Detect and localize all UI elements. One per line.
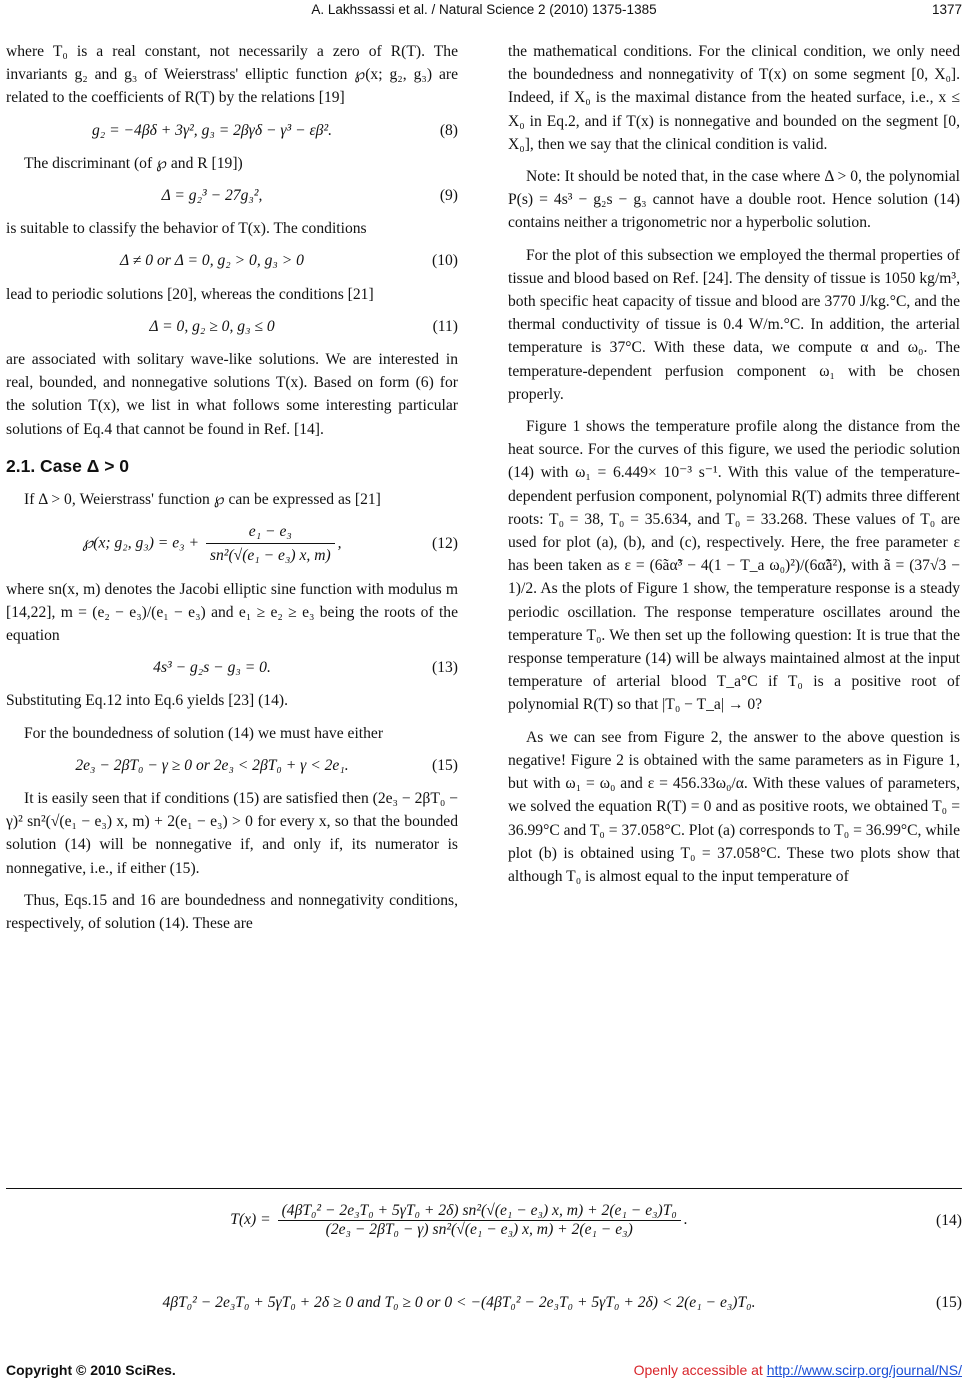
equation-11 xyxy=(6,315,458,338)
equation-14-lhs: T(x) = xyxy=(230,1211,271,1229)
equation-9 xyxy=(6,184,458,207)
open-access-notice xyxy=(634,1362,962,1378)
equation-13-number: (13) xyxy=(432,659,458,677)
equation-12-lhs: ℘(x; g₂, g₃) = e₃ + xyxy=(82,534,199,552)
left-paragraph-5: are associated with solitary wave-like solutions. We are interested in real, bounded, and nonnegative solutions T(x). Based on form (6) for the solution T(x), we list in what follows some interesting particular solutions of Eq.4 that cannot be found in Ref. [14]. xyxy=(6,351,458,438)
right-column xyxy=(508,40,960,897)
equation-9-body: Δ = g₂³ − 27g₃², xyxy=(161,187,263,205)
equation-15-body: 4βT₀² − 2e₃T₀ + 5γT₀ + 2δ ≥ 0 and T₀ ≥ 0 or 0 < −(4βT₀² − 2e₃T₀ + 5γT₀ + 2δ) < 2(e₁ − e₃)T₀. xyxy=(162,1294,756,1311)
right-paragraph-5: As we can see from Figure 2, the answer to the above question is negative! Figure 2 is obtained with the same parameters as in Figure 1, but with ω₁ = ω₀ and ε = 456.33ω₀/α. With these values of parameters, we solved the equation R(T) = 0 and as positive roots, we obtained T₀ = 36.99°C and T₀ = 37.058°C. Plot (a) corresponds to T₀ = 36.99°C, while plot (b) is obtained using T₀ = 37.058°C. These two plots show that although T₀ is almost equal to the input temperature of xyxy=(508,728,960,885)
equation-12-fraction xyxy=(206,520,335,567)
equation-14-number: (14) xyxy=(936,1211,962,1229)
equation-13 xyxy=(6,656,458,679)
equation-13-body: 4s³ − g₂s − g₃ = 0. xyxy=(153,659,271,677)
equation-15-number: (15) xyxy=(936,1294,962,1311)
equation-10-number: (10) xyxy=(432,252,458,270)
left-paragraph-10: It is easily seen that if conditions (15) are satisfied then (2e₃ − 2βT₀ − γ)² sn²(√(e₁ − e₃) x, m) + 2(e₁ − e₃) > 0 for every x, so that the bounded solution (14) will be nonnegative if, and only if, its numerator is nonnegative, i.e., if either (15). xyxy=(6,790,458,877)
right-paragraph-1: the mathematical conditions. For the clinical condition, we only need the boundedness and nonnegativity of T(x) on some segment [0, X₀]. Indeed, if X₀ is the maximal distance from the heated surface, i.e., x ≤ X₀ in Eq.2, and if T(x) is nonnegative and bounded on the segment [0, X₀], then we say that the clinical condition is valid. xyxy=(508,43,960,153)
left-paragraph-1: where T₀ is a real constant, not necessarily a zero of R(T). The invariants g₂ and g₃ of Weierstrass' elliptic function ℘(x; g₂, g₃) are related to the coefficients of R(T) by the relations [19] xyxy=(6,43,458,107)
equation-14-numerator: (4βT₀² − 2e₃T₀ + 5γT₀ + 2δ) sn²(√(e₁ − e₃) x, m) + 2(e₁ − e₃)T₀ xyxy=(278,1202,681,1221)
equation-11-number: (11) xyxy=(432,317,458,335)
equation-14-denominator: (2e₃ − 2βT₀ − γ) sn²(√(e₁ − e₃) x, m) + 2(e₁ − e₃) xyxy=(325,1221,633,1238)
left-paragraph-7: where sn(x, m) denotes the Jacobi elliptic sine function with modulus m [14,22], m = (e₂ − e₃)/(e₁ − e₃) and e₁ ≥ e₂ ≥ e₃ being the roots of the equation xyxy=(6,580,458,645)
equation-12-numerator: e₁ − e₃ xyxy=(206,520,335,544)
equation-15-inline-number: (15) xyxy=(432,756,458,774)
equation-12-body: ℘(x; g₂, g₃) = e₃ + $\frac{\text{e₁ − e₃}}{\text{sn²(√(e₁ − e₃) x, m)}}$ , xyxy=(6,520,418,567)
equation-12 xyxy=(6,520,458,567)
equation-14 xyxy=(6,1202,962,1239)
equation-11-body: Δ = 0, g₂ ≥ 0, g₃ ≤ 0 xyxy=(149,317,275,335)
equation-9-number: (9) xyxy=(439,187,458,205)
open-access-label: Openly accessible at xyxy=(633,1362,767,1378)
left-paragraph-2: The discriminant (of ℘ and R [19]) xyxy=(24,154,243,172)
bottom-rule xyxy=(6,1188,962,1189)
journal-link[interactable]: http://www.scirp.org/journal/NS/ xyxy=(766,1362,962,1378)
left-paragraph-3: is suitable to classify the behavior of T(x). The conditions xyxy=(6,220,367,238)
left-paragraph-6: If Δ > 0, Weierstrass' function ℘ can be expressed as [21] xyxy=(24,491,381,509)
equation-8-number: (8) xyxy=(439,121,458,139)
equation-15-inline xyxy=(6,754,458,777)
equation-10 xyxy=(6,249,458,272)
right-paragraph-4: Figure 1 shows the temperature profile along the distance from the heat source. For the curves of this figure, we used the periodic solution (14) with ω₁ = 6.449× 10⁻³ s⁻¹. With this value of the temperature-dependent perfusion component, polynomial R(T) admits three different roots: T₀ = 38, T₀ = 35.634, and T₀ = 33.268. These values of T₀ are used for plot (a), (b), and (c), respectively. Here, the free parameter ε has been taken as ε = (6ãα̃³ − 4(1 − T_a ω₀)²)/(6α̃ã²), with ã = (37√3 − 1)/2. As the plots of Figure 1 show, the temperature response is a steady periodic oscillation. The response temperature oscillates around the temperature T₀. We then set up the following question: It is true that the response temperature (14) will be always maintained almost at the input temperature of arterial blood T_a°C if T₀ is a positive root of polynomial R(T) so that |T₀ − T_a| → 0? xyxy=(508,418,960,714)
page-number: 1377 xyxy=(931,2,962,17)
left-paragraph-4: lead to periodic solutions [20], whereas the conditions [21] xyxy=(6,285,374,303)
copyright-notice: Copyright © 2010 SciRes. xyxy=(6,1362,176,1378)
equation-15-inline-body: 2e₃ − 2βT₀ − γ ≥ 0 or 2e₃ < 2βT₀ + γ < 2e₁. xyxy=(75,756,349,774)
equation-14-body: T(x) = (4βT₀² − 2e₃T₀ + 5γT₀ + 2δ) sn²(√(e₁ − e₃) x, m) + 2(e₁ − e₃)T₀ (2e₃ − 2βT₀ − γ) sn²(√(e₁ − e₃) x, m) + 2(e₁ − e₃) . xyxy=(230,1202,688,1238)
equation-12-number: (12) xyxy=(432,535,458,553)
section-heading: 2.1. Case Δ > 0 xyxy=(6,455,130,476)
left-column xyxy=(6,40,458,944)
running-header xyxy=(0,2,968,17)
equation-8 xyxy=(6,119,458,142)
left-paragraph-9: For the boundedness of solution (14) we must have either xyxy=(24,724,384,742)
right-paragraph-2-note: Note: It should be noted that, in the case where Δ > 0, the polynomial P(s) = 4s³ − g₂s − g₃ cannot have a double root. Hence solution (14) contains neither a trigonometric nor a hyperbolic solution. xyxy=(508,168,960,232)
equation-14-fraction xyxy=(278,1202,681,1239)
equation-12-denominator: sn²(√(e₁ − e₃) x, m) xyxy=(209,547,331,565)
left-paragraph-11: Thus, Eqs.15 and 16 are boundedness and nonnegativity conditions, respectively, of solution (14). These are xyxy=(6,891,458,933)
equation-10-body: Δ ≠ 0 or Δ = 0, g₂ > 0, g₃ > 0 xyxy=(120,252,304,270)
left-paragraph-8: Substituting Eq.12 into Eq.6 yields [23] (14). xyxy=(6,692,288,710)
right-paragraph-3: For the plot of this subsection we employed the thermal properties of tissue and blood based on Ref. [24]. The density of tissue is 1050 kg/m³, both specific heat capacity of tissue and blood are 3770 J/kg.°C, and the thermal conductivity of tissue is 0.4 W/m.°C. In addition, the arterial temperature is 37°C. With these data, we compute α and ω₀. The temperature-dependent perfusion component ω₁ with be chosen properly. xyxy=(508,246,960,403)
running-head: A. Lakhssassi et al. / Natural Science 2 (2010) 1375-1385 xyxy=(311,2,657,17)
equation-15 xyxy=(6,1294,962,1312)
equation-8-body: g₂ = −4βδ + 3γ², g₃ = 2βγδ − γ³ − εβ². xyxy=(91,121,333,139)
